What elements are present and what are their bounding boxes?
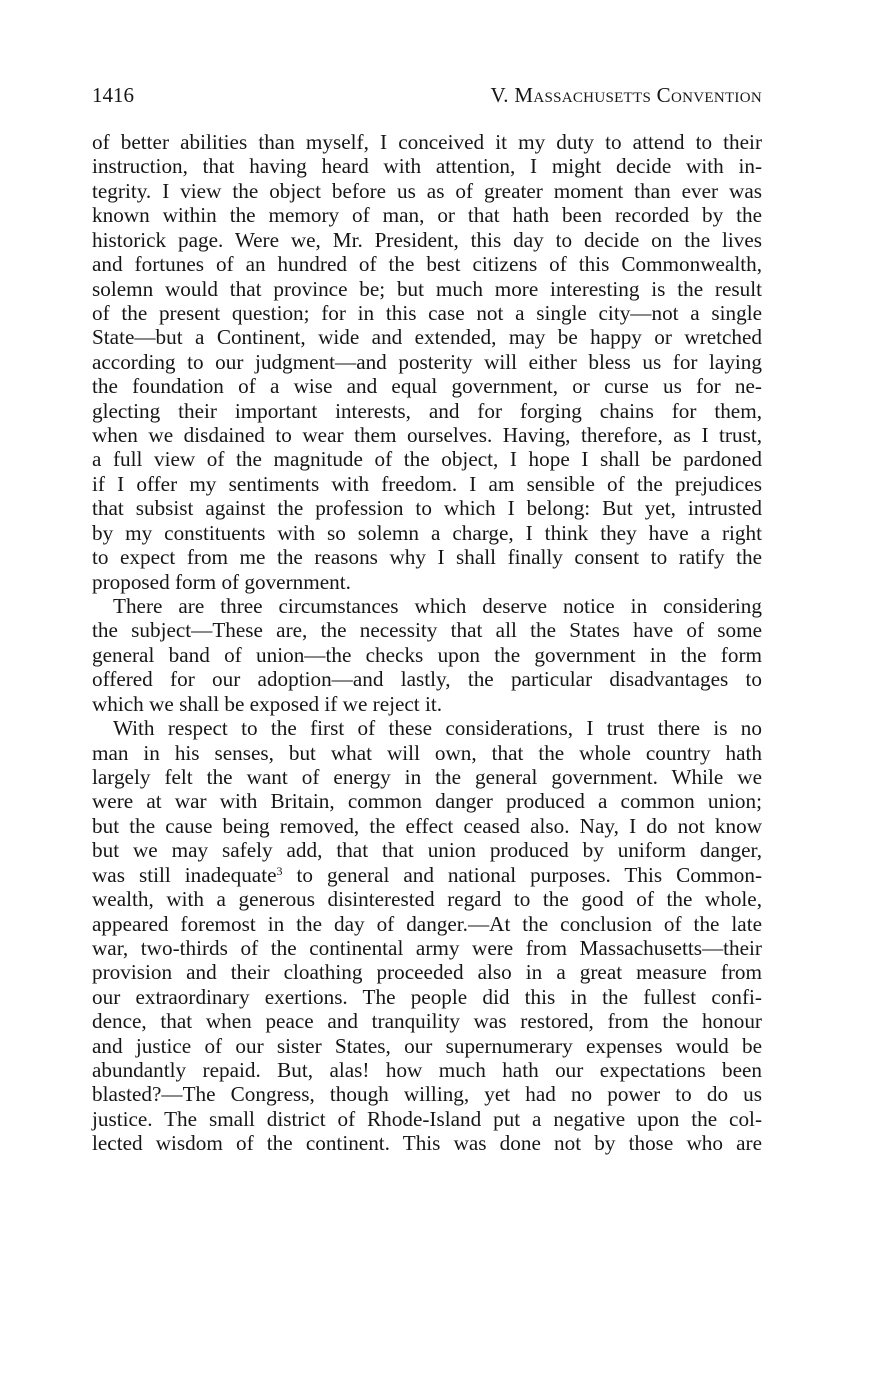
text-line: appeared foremost in the day of danger.—At the conclusion of the late	[92, 911, 762, 936]
text-line: of the present question; for in this case not a single city—not a single	[92, 300, 762, 325]
page-number: 1416	[92, 83, 134, 107]
text-line: if I offer my sentiments with freedom. I am sensible of the prejudices	[92, 471, 762, 496]
text-line: abundantly repaid. But, alas! how much hath our expectations been	[92, 1058, 762, 1083]
text-line: provision and their cloathing proceeded also in a great measure from	[92, 960, 762, 985]
paragraph-2	[92, 594, 762, 716]
text-line: proposed form of government.	[92, 569, 351, 594]
text-line: instruction, that having heard with attention, I might decide with in-	[92, 154, 762, 179]
text-line: of better abilities than myself, I conceived it my duty to attend to their	[92, 130, 762, 154]
text-line: blasted?—The Congress, though willing, yet had no power to do us	[92, 1082, 762, 1107]
text-line: wealth, with a generous disinterested regard to the good of the whole,	[92, 887, 762, 912]
text-line: justice. The small district of Rhode-Island put a negative upon the col-	[92, 1106, 762, 1131]
text-line: offered for our adoption—and lastly, the particular disadvantages to	[92, 667, 762, 692]
text-line: which we shall be exposed if we reject it.	[92, 691, 443, 716]
text-line: that subsist against the profession to which I belong: But yet, intrusted	[92, 496, 762, 521]
text-line: lected wisdom of the continent. This was done not by those who are	[92, 1131, 762, 1156]
paragraph-3	[92, 716, 762, 1156]
text-line-with-footnote	[92, 863, 762, 887]
text-line: historick page. Were we, Mr. President, this day to decide on the lives	[92, 227, 762, 252]
text-line: were at war with Britain, common danger produced a common union;	[92, 789, 762, 814]
text-line: but the cause being removed, the effect ceased also. Nay, I do not know	[92, 813, 762, 838]
text-line: tegrity. I view the object before us as of greater moment than ever was	[92, 178, 762, 203]
text-line: solemn would that province be; but much more interesting is the result	[92, 276, 762, 301]
text-line: to expect from me the reasons why I shall finally consent to ratify the	[92, 545, 762, 570]
text-line: our extraordinary exertions. The people did this in the fullest confi-	[92, 984, 762, 1009]
text-fragment: to general and national purposes. This Common-	[282, 862, 763, 887]
text-line: State—but a Continent, wide and extended, may be happy or wretched	[92, 325, 762, 350]
text-line: With respect to the first of these considerations, I trust there is no	[113, 716, 762, 741]
text-line: the subject—These are, the necessity that all the States have of some	[92, 618, 762, 643]
text-line: largely felt the want of energy in the general government. While we	[92, 764, 762, 789]
text-line: and fortunes of an hundred of the best citizens of this Commonwealth,	[92, 252, 762, 277]
text-line: when we disdained to wear them ourselves. Having, therefore, as I trust,	[92, 423, 762, 448]
text-line: There are three circumstances which deserve notice in considering	[113, 594, 762, 619]
text-line: the foundation of a wise and equal government, or curse us for ne-	[92, 374, 762, 399]
text-line: war, two-thirds of the continental army were from Massachusetts—their	[92, 935, 762, 960]
text-line: by my constituents with so solemn a charge, I think they have a right	[92, 520, 762, 545]
text-line: and justice of our sister States, our supernumerary expenses would be	[92, 1033, 762, 1058]
text-line: but we may safely add, that that union produced by uniform danger,	[92, 838, 762, 863]
body-text	[92, 130, 762, 1156]
text-line: a full view of the magnitude of the object, I hope I shall be pardoned	[92, 447, 762, 472]
running-head: V. Massachusetts Convention	[490, 83, 762, 107]
text-line: general band of union—the checks upon the government in the form	[92, 642, 762, 667]
text-fragment: was still inadequate	[92, 862, 277, 887]
paragraph-1	[92, 130, 762, 594]
footnote-reference: 3	[276, 863, 283, 878]
page-header	[92, 80, 762, 110]
text-line: glecting their important interests, and for forging chains for them,	[92, 398, 762, 423]
text-line: man in his senses, but what will own, that the whole country hath	[92, 740, 762, 765]
text-line: known within the memory of man, or that hath been recorded by the	[92, 203, 762, 228]
text-line: according to our judgment—and posterity will either bless us for laying	[92, 349, 762, 374]
text-line: dence, that when peace and tranquility was restored, from the honour	[92, 1009, 762, 1034]
